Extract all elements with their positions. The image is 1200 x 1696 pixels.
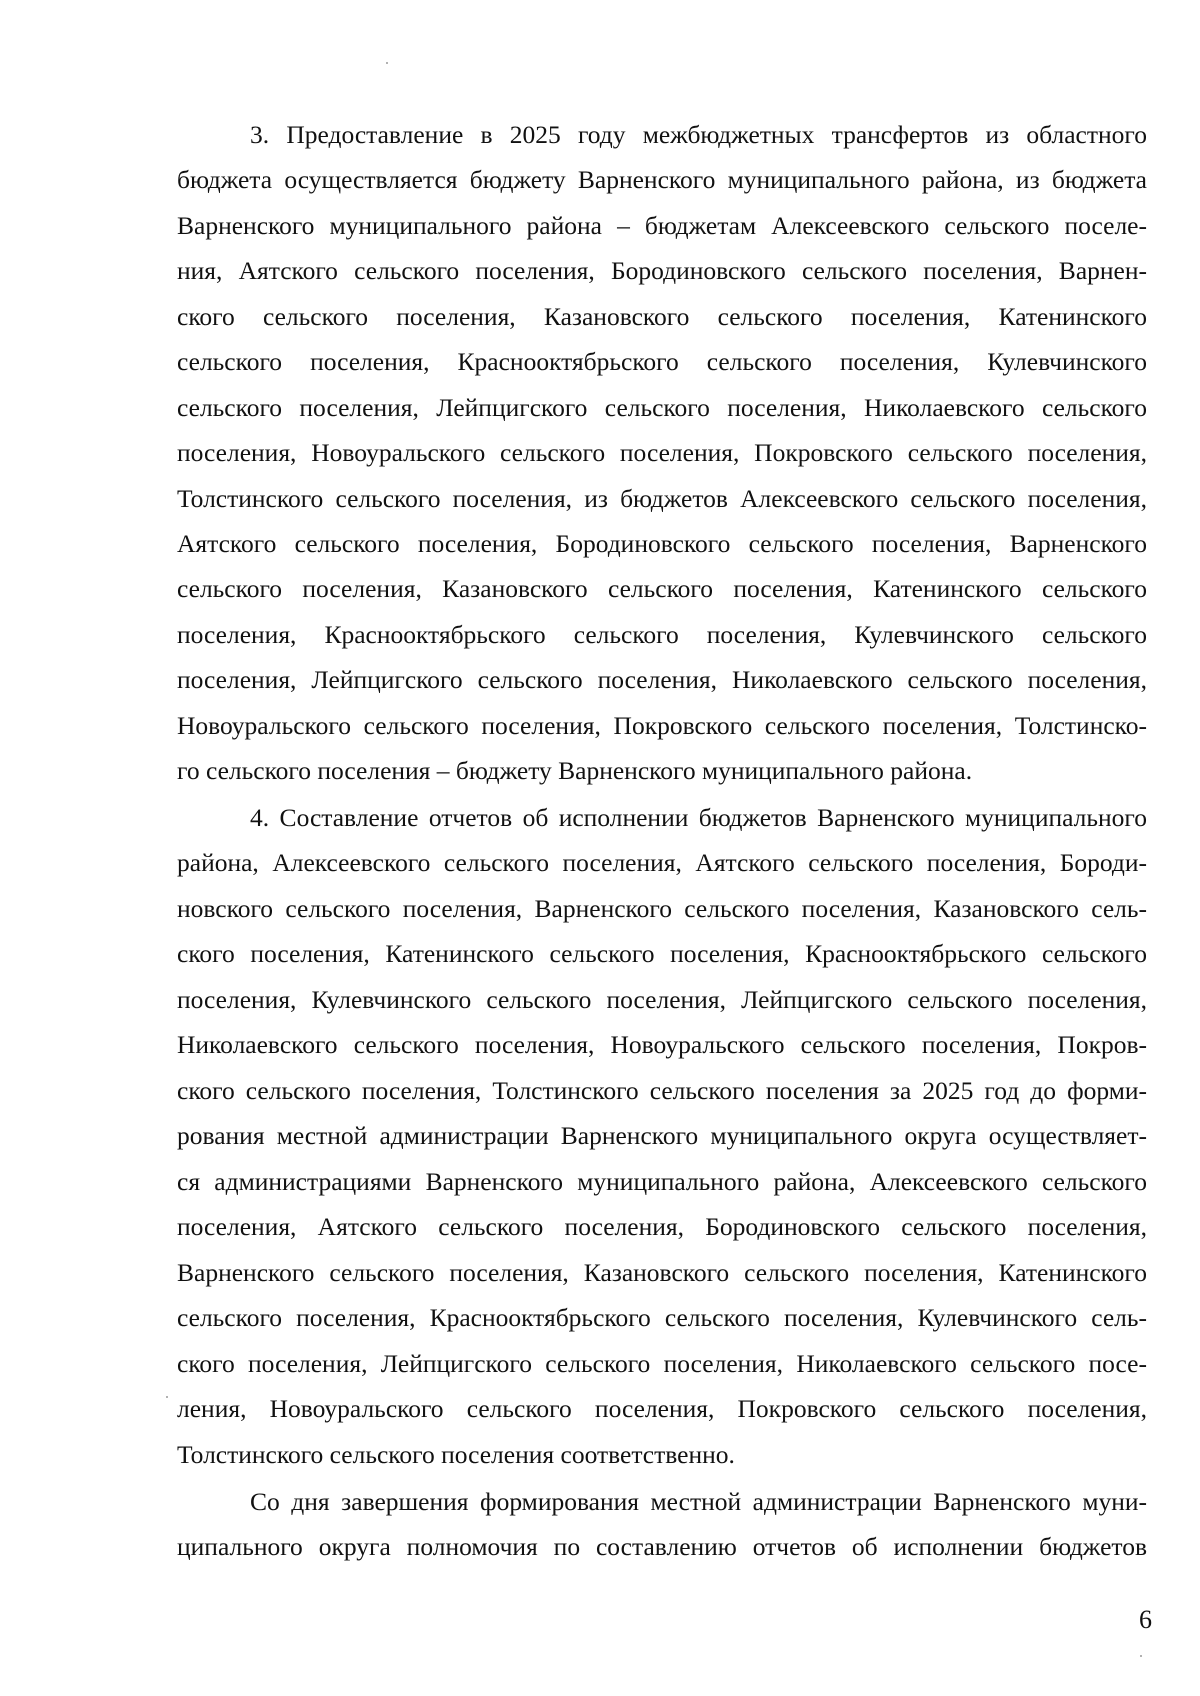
text-line: ского поселения, Катенинского сельского поселения, Краснооктябрьского сельского [177,939,1147,968]
text-line: поселения, Кулевчинского сельского поселения, Лейпцигского сельского поселения, [177,985,1147,1014]
text-line: новского сельского поселения, Варненского сельского поселения, Казановского сель- [177,894,1147,923]
text-line: поселения, Новоуральского сельского поселения, Покровского сельского поселения, [177,438,1147,467]
text-line: ния, Аятского сельского поселения, Бородиновского сельского поселения, Варнен- [177,256,1147,285]
scan-speck [386,62,388,64]
text-line: района, Алексеевского сельского поселения, Аятского сельского поселения, Бороди- [177,848,1147,877]
text-line: 3. Предоставление в 2025 году межбюджетных трансфертов из областного [250,120,1147,149]
text-line: ского поселения, Лейпцигского сельского поселения, Николаевского сельского посе- [177,1349,1147,1378]
text-line: ципального округа полномочия по составлению отчетов об исполнении бюджетов [177,1532,1147,1561]
text-line: Толстинского сельского поселения, из бюджетов Алексеевского сельского поселения, [177,484,1147,513]
text-line: Новоуральского сельского поселения, Покровского сельского поселения, Толстинско- [177,711,1147,740]
text-line: Варненского муниципального района – бюджетам Алексеевского сельского поселе- [177,211,1147,240]
scan-speck [166,1396,168,1398]
text-line: сельского поселения, Краснооктябрьского сельского поселения, Кулевчинского [177,347,1147,376]
text-line: Варненского сельского поселения, Казановского сельского поселения, Катенинского [177,1258,1147,1287]
text-line: поселения, Аятского сельского поселения, Бородиновского сельского поселения, [177,1212,1147,1241]
scan-speck [1140,1655,1142,1657]
page-number: 6 [1139,1605,1152,1634]
text-line: Аятского сельского поселения, Бородиновского сельского поселения, Варненского [177,529,1147,558]
text-line: сельского поселения, Краснооктябрьского сельского поселения, Кулевчинского сель- [177,1303,1147,1332]
text-line: сельского поселения, Лейпцигского сельского поселения, Николаевского сельского [177,393,1147,422]
text-line: 4. Составление отчетов об исполнении бюджетов Варненского муниципального [250,803,1147,832]
text-line: Толстинского сельского поселения соответственно. [177,1440,735,1469]
text-line: Со дня завершения формирования местной администрации Варненского муни- [250,1487,1147,1516]
text-line: Николаевского сельского поселения, Новоуральского сельского поселения, Покров- [177,1030,1147,1059]
text-line: бюджета осуществляется бюджету Варненского муниципального района, из бюджета [177,165,1147,194]
text-line: рования местной администрации Варненского муниципального округа осуществляет- [177,1121,1147,1150]
text-line: поселения, Краснооктябрьского сельского поселения, Кулевчинского сельского [177,620,1147,649]
text-line: ского сельского поселения, Толстинского сельского поселения за 2025 год до форми- [177,1076,1147,1105]
text-line: ления, Новоуральского сельского поселения, Покровского сельского поселения, [177,1394,1147,1423]
text-line: поселения, Лейпцигского сельского поселения, Николаевского сельского поселения, [177,665,1147,694]
text-line: го сельского поселения – бюджету Варненского муниципального района. [177,756,973,785]
text-line: ся администрациями Варненского муниципального района, Алексеевского сельского [177,1167,1147,1196]
text-line: ского сельского поселения, Казановского сельского поселения, Катенинского [177,302,1147,331]
text-line: сельского поселения, Казановского сельского поселения, Катенинского сельского [177,574,1147,603]
